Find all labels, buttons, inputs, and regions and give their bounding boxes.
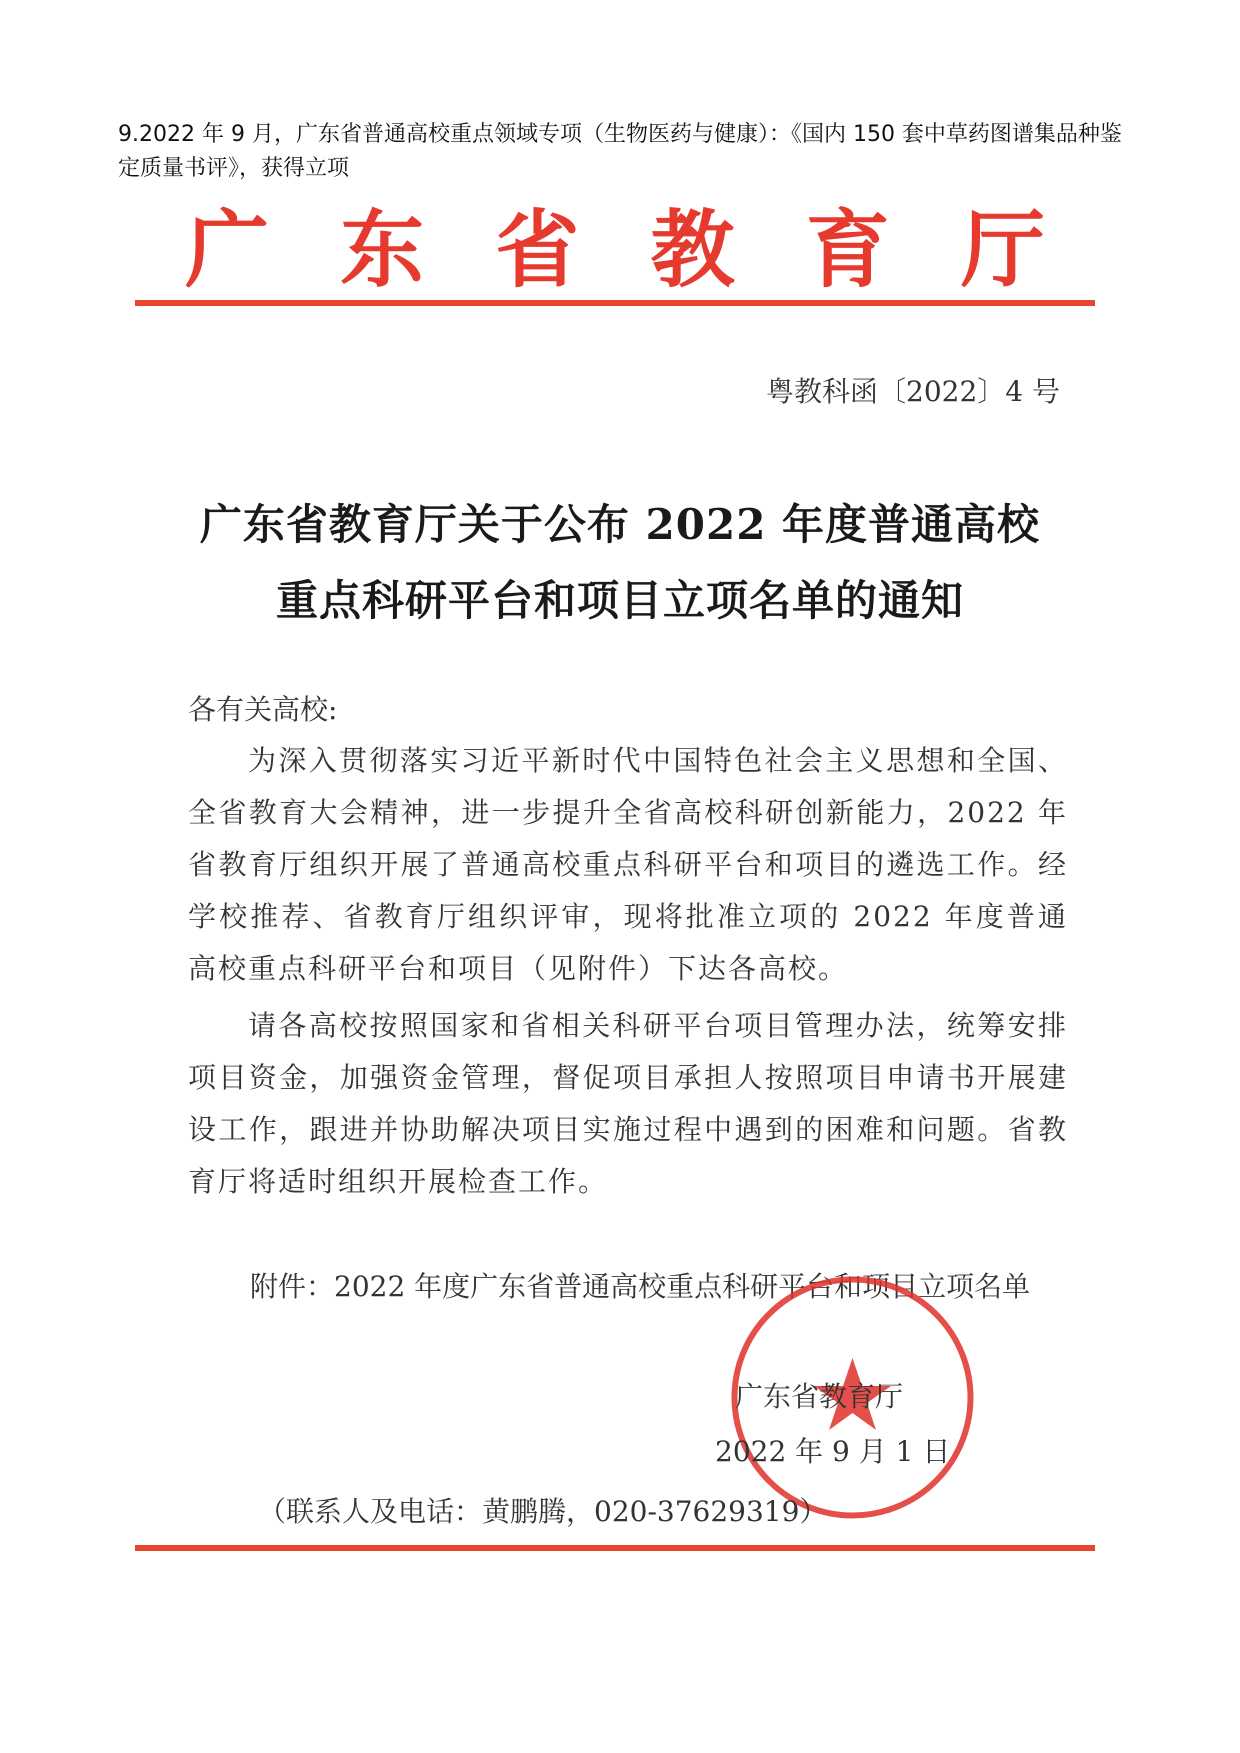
body-paragraph-2: 请各高校按照国家和省相关科研平台项目管理办法，统筹安排项目资金，加强资金管理，督促项目承担人按照项目申请书开展建设工作，跟进并协助解决项目实施过程中遇到的困难和问题。省教育厅将适时组织开展检查工作。 (188, 1009, 1068, 1198)
masthead-char: 厅 (960, 200, 1045, 299)
header-divider (135, 300, 1095, 306)
masthead-char: 育 (805, 200, 890, 299)
notice-title-line-1: 广东省教育厅关于公布 2022 年度普通高校 (199, 500, 1041, 549)
document-number: 粤教科函〔2022〕4 号 (766, 375, 1060, 408)
attachment-line: 附件：2022 年度广东省普通高校重点科研平台和项目立项名单 (250, 1270, 1031, 1303)
masthead (185, 200, 1045, 300)
masthead-char: 教 (650, 200, 735, 299)
masthead-char: 东 (340, 200, 425, 299)
footer-divider (135, 1545, 1095, 1551)
issuer-name: 广东省教育厅 (735, 1380, 904, 1413)
notice-title-line-2: 重点科研平台和项目立项名单的通知 (275, 576, 964, 625)
masthead-char: 广 (185, 200, 270, 299)
contact-info: （联系人及电话：黄鹏腾，020-37629319） (258, 1495, 828, 1528)
project-note: 9.2022 年 9 月，广东省普通高校重点领域专项（生物医药与健康）：《国内 150 套中草药图谱集品种鉴定质量书评》，获得立项 (118, 122, 1122, 181)
issue-date: 2022 年 9 月 1 日 (715, 1435, 951, 1468)
greeting: 各有关高校: (188, 693, 338, 726)
masthead-char: 省 (495, 200, 580, 299)
body-paragraph-1: 为深入贯彻落实习近平新时代中国特色社会主义思想和全国、全省教育大会精神，进一步提升全省高校科研创新能力，2022 年省教育厅组织开展了普通高校重点科研平台和项目的遴选工作。经学校推荐、省教育厅组织评审，现将批准立项的 2022 年度普通高校重点科研平台和项目（见附件）下达各高校。 (188, 744, 1068, 985)
